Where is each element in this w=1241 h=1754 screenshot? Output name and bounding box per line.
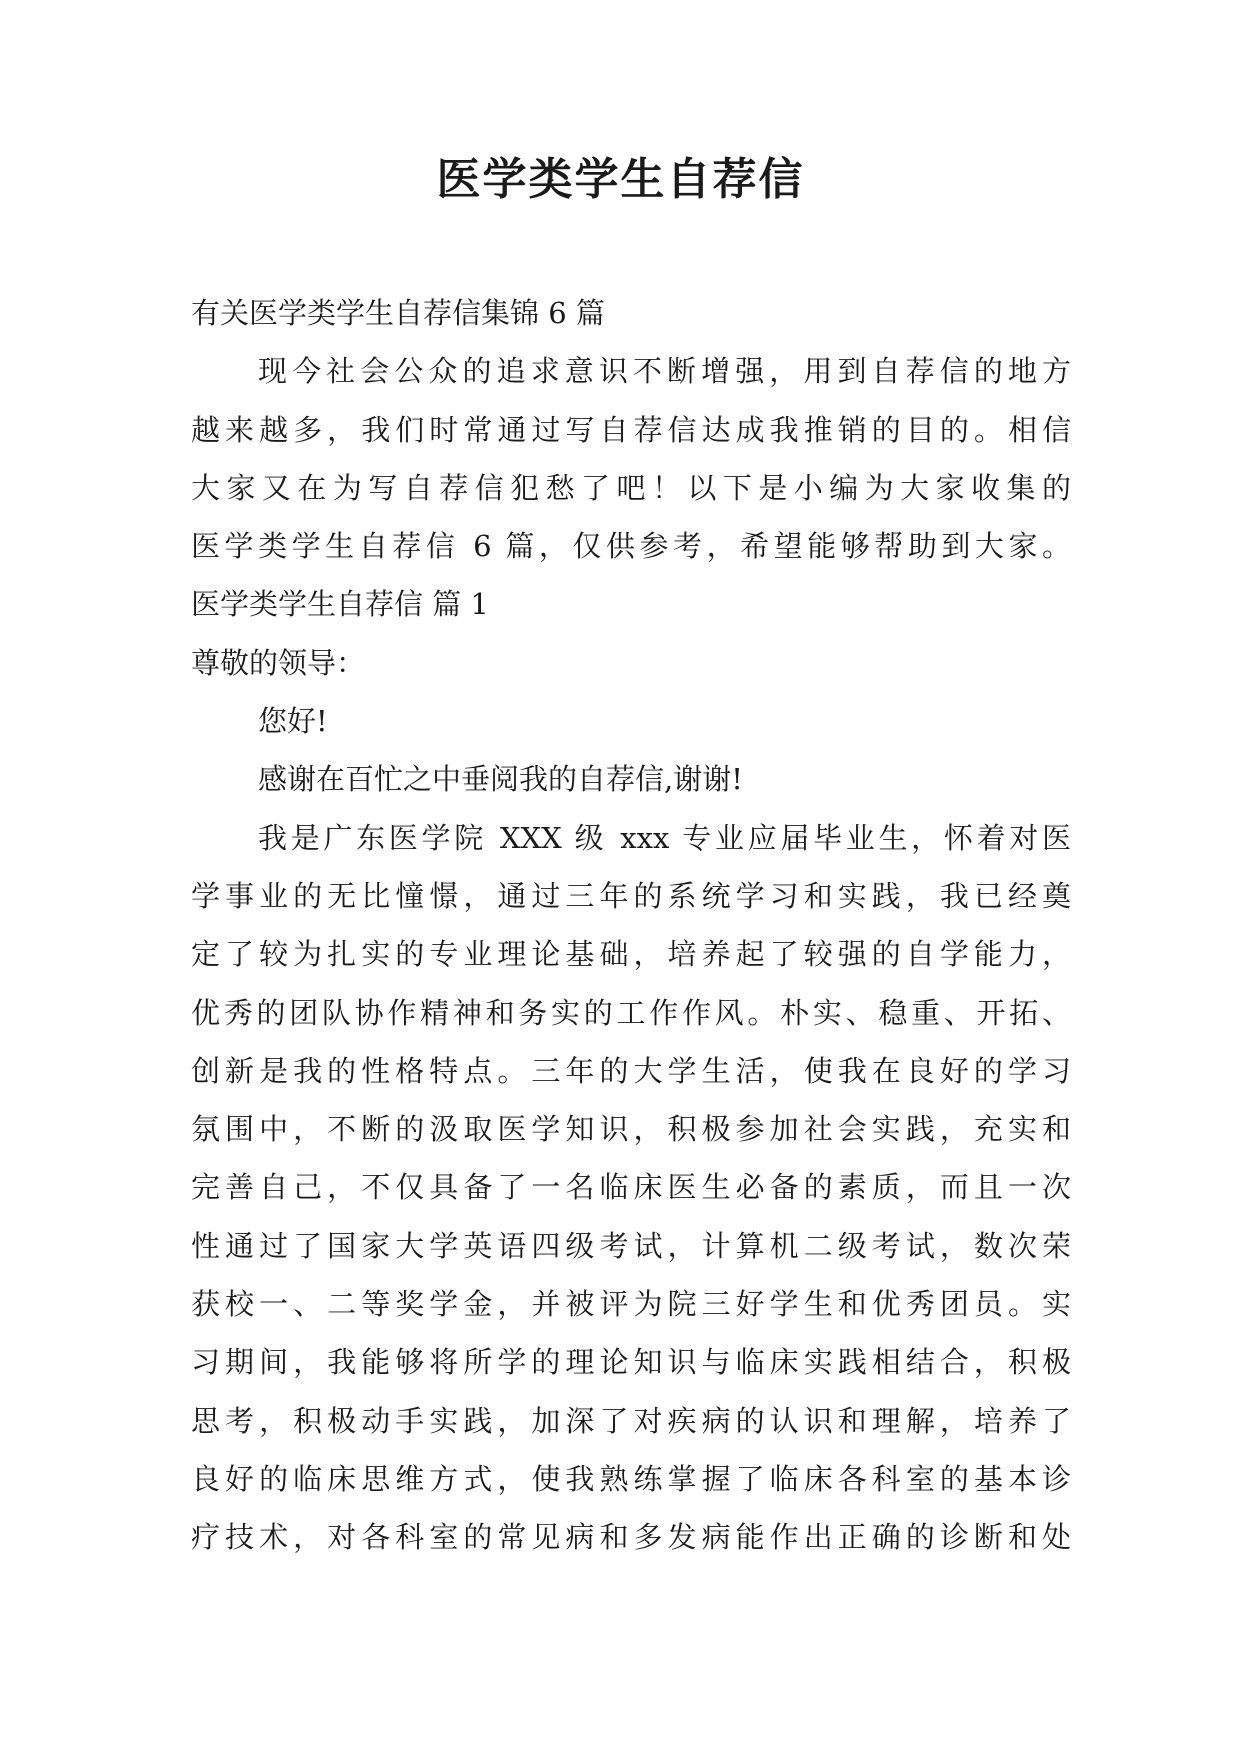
paragraph-line: 优秀的团队协作精神和务实的工作作风。朴实、稳重、开拓、 [191,995,1071,1030]
paragraph-line: 性通过了国家大学英语四级考试，计算机二级考试，数次荣 [191,1228,1071,1263]
paragraph-line: 良好的临床思维方式，使我熟练掌握了临床各科室的基本诊 [191,1461,1071,1496]
thanks-line: 感谢在百忙之中垂阅我的自荐信,谢谢! [258,762,743,797]
greeting-line: 您好! [258,704,328,739]
paragraph-line: 定了较为扎实的专业理论基础，培养起了较强的自学能力， [191,937,1071,972]
paragraph-line: 完善自己，不仅具备了一名临床医生必备的素质，而且一次 [191,1170,1071,1205]
subtitle-line: 有关医学类学生自荐信集锦 6 篇 [191,296,605,330]
paragraph-line: 思考，积极动手实践，加深了对疾病的认识和理解，培养了 [191,1403,1071,1438]
paragraph-line: 习期间，我能够将所学的理论知识与临床实践相结合，积极 [191,1345,1071,1380]
paragraph-line: 大家又在为写自荐信犯愁了吧！以下是小编为大家收集的 [191,470,1071,505]
paragraph-line: 氛围中，不断的汲取医学知识，积极参加社会实践，充实和 [191,1112,1071,1147]
section-heading: 医学类学生自荐信 篇 1 [191,587,489,622]
paragraph-line: 疗技术，对各科室的常见病和多发病能作出正确的诊断和处 [191,1520,1071,1555]
page-title: 医学类学生自荐信 [436,154,805,205]
paragraph-line: 学事业的无比憧憬，通过三年的系统学习和实践，我已经奠 [191,878,1071,913]
document-body [191,284,1071,1567]
paragraph-line: 我是广东医学院 XXX 级 xxx 专业应届毕业生，怀着对医 [258,820,1071,855]
paragraph-line: 越来越多，我们时常通过写自荐信达成我推销的目的。相信 [191,412,1071,447]
paragraph-line: 创新是我的性格特点。三年的大学生活，使我在良好的学习 [191,1053,1071,1088]
paragraph-line: 医学类学生自荐信 6 篇，仅供参考，希望能够帮助到大家。 [191,529,1071,564]
paragraph-line: 现今社会公众的追求意识不断增强，用到自荐信的地方 [258,354,1071,389]
paragraph-line: 获校一、二等奖学金，并被评为院三好学生和优秀团员。实 [191,1287,1071,1322]
salutation-line: 尊敬的领导： [191,645,366,680]
